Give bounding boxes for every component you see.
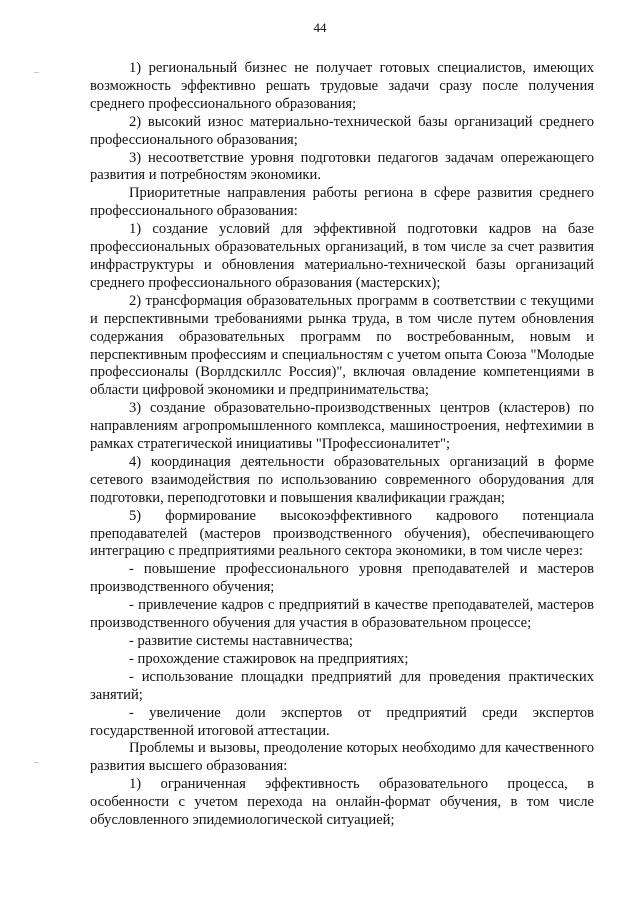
paragraph: 1) региональный бизнес не получает готовых специалистов, имеющих возможность эффективно решать трудовые задачи сразу после получения среднего профессионального образования; bbox=[90, 60, 594, 112]
paragraph: 1) ограниченная эффективность образовательного процесса, в особенности с учетом перехода на онлайн-формат обучения, в том числе обусловленного эпидемиологической ситуацией; bbox=[90, 776, 594, 829]
paragraph: 3) несоответствие уровня подготовки педагогов задачам опережающего развития и потребностям экономики. bbox=[90, 149, 594, 184]
paragraph: 2) трансформация образовательных программ в соответствии с текущими и перспективными требованиями рынка труда, в том числе путем обновления содержания образовательных программ по востребованным, новым и перспективным профессиям и специальностям с учетом опыта Союза "Молодые профессионалы (Ворлдскиллс Россия)", включая овладение компетенциями в области цифровой экономики и предпринимательства; bbox=[90, 292, 594, 399]
paragraph: 3) создание образовательно-производственных центров (кластеров) по направлениям агропромышленного комплекса, машиностроения, нефтехимии в рамках стратегической инициативы "Профессионалитет"; bbox=[90, 400, 594, 453]
margin-mark bbox=[34, 762, 39, 763]
list-item: - привлечение кадров с предприятий в качестве преподавателей, мастеров производственного обучения для участия в образовательном процессе; bbox=[90, 597, 594, 632]
paragraph: Проблемы и вызовы, преодоление которых необходимо для качественного развития высшего образования: bbox=[90, 740, 594, 775]
paragraph: 4) координация деятельности образовательных организаций в форме сетевого взаимодействия по использованию современного оборудования для подготовки, переподготовки и повышения квалификации граждан; bbox=[90, 453, 594, 506]
paragraph: Приоритетные направления работы региона в сфере развития среднего профессионального образования: bbox=[90, 185, 594, 220]
list-item: - увеличение доли экспертов от предприятий среди экспертов государственной итоговой аттестации. bbox=[90, 704, 594, 739]
paragraph: 1) создание условий для эффективной подготовки кадров на базе профессиональных образовательных организаций, в том числе за счет развития инфраструктуры и обновления материально-технической базы организаций среднего профессионального образования (мастерских); bbox=[90, 221, 594, 291]
page-number: 44 bbox=[313, 20, 327, 35]
document-body bbox=[90, 60, 594, 830]
paragraph: 2) высокий износ материально-технической базы организаций среднего профессионального образования; bbox=[90, 113, 594, 148]
list-item: - прохождение стажировок на предприятиях; bbox=[129, 650, 409, 667]
list-item: - повышение профессионального уровня преподавателей и мастеров производственного обучения; bbox=[90, 561, 594, 596]
list-item: - использование площадки предприятий для проведения практических занятий; bbox=[90, 668, 594, 703]
margin-mark bbox=[34, 72, 39, 73]
list-item: - развитие системы наставничества; bbox=[129, 633, 353, 649]
paragraph: 5) формирование высокоэффективного кадрового потенциала преподавателей (мастеров производственного обучения), обеспечивающего интеграцию с предприятиями реального сектора экономики, в том числе через: bbox=[90, 507, 594, 560]
